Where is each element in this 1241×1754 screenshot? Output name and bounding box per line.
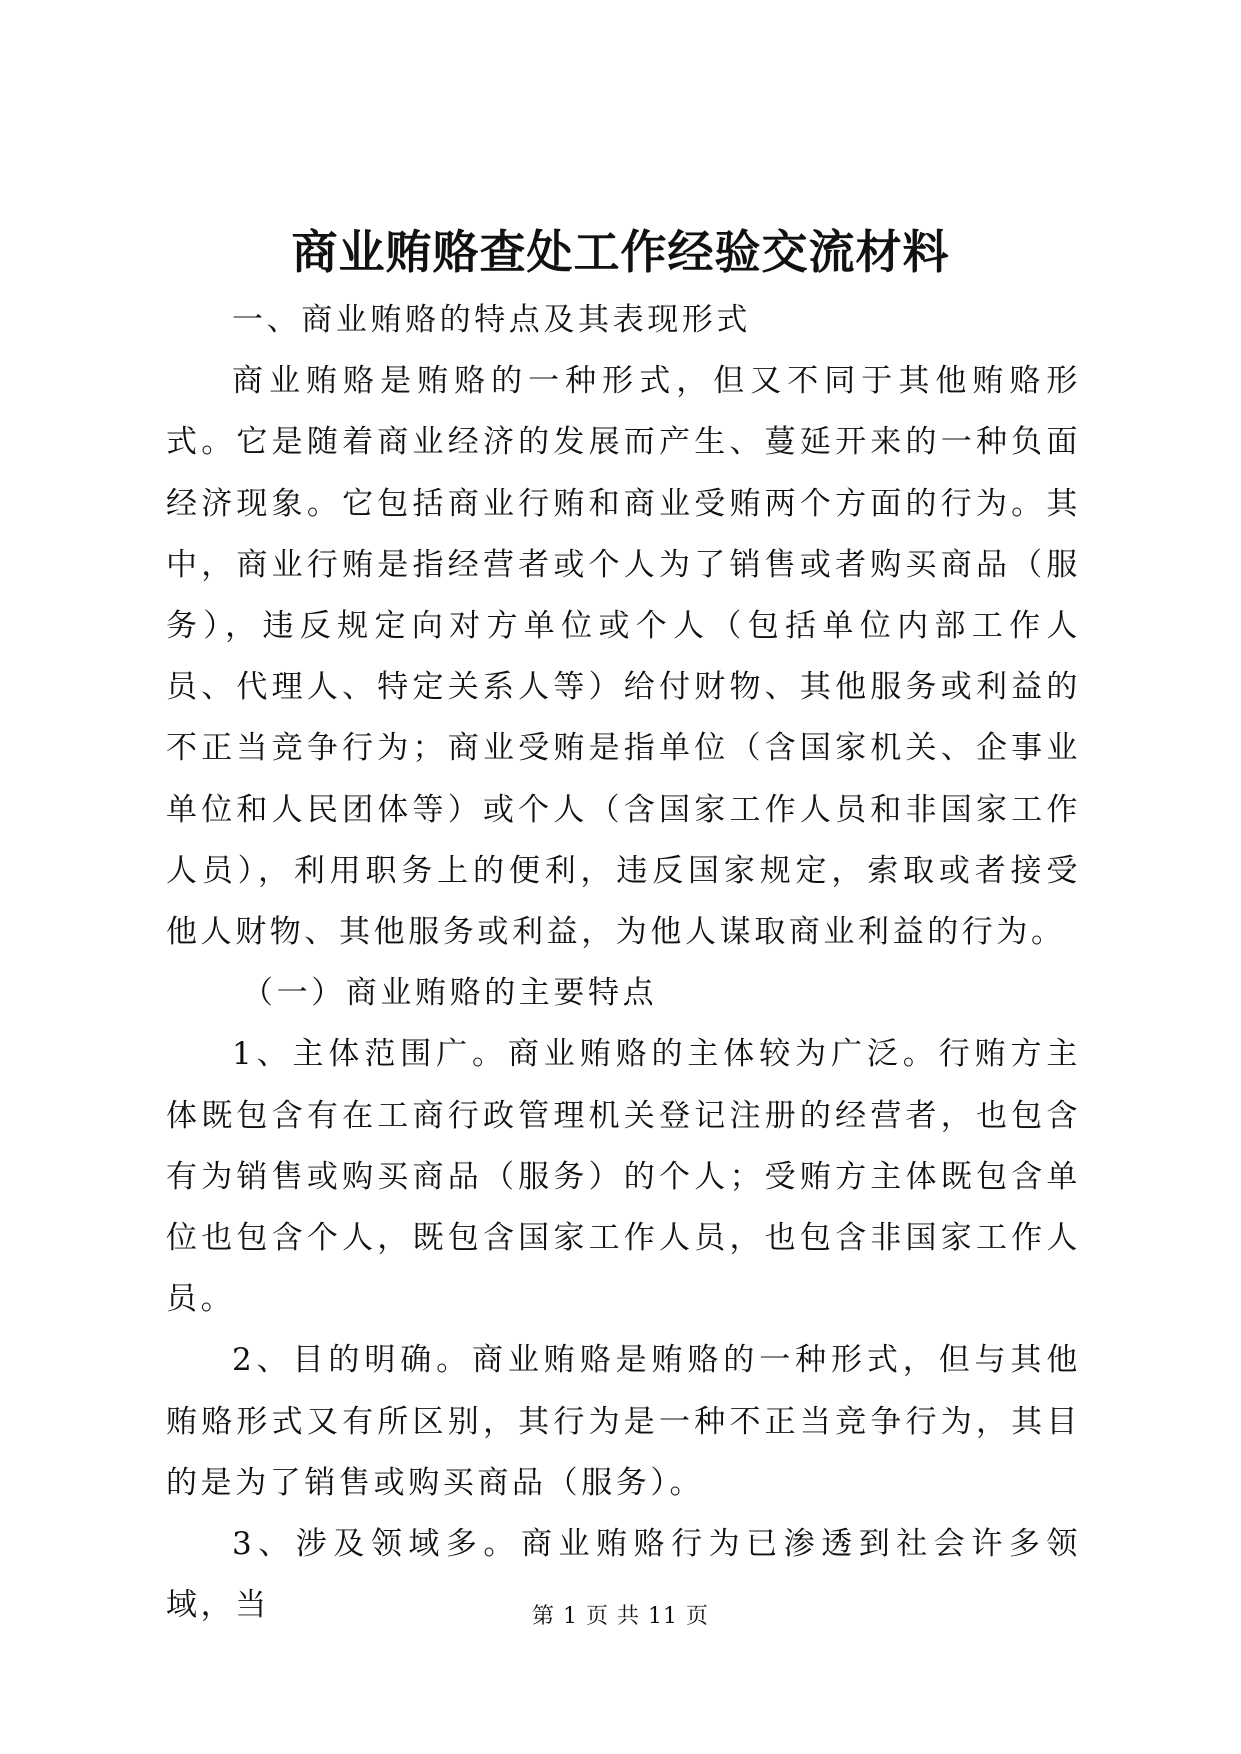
point-2-paragraph: 2、目的明确。商业贿赂是贿赂的一种形式，但与其他贿赂形式又有所区别，其行为是一种不正当竞争行为，其目的是为了销售或购买商品（服务）。: [166, 1342, 1081, 1501]
intro-paragraph: 商业贿赂是贿赂的一种形式，但又不同于其他贿赂形式。它是随着商业经济的发展而产生、蔓延开来的一种负面经济现象。它包括商业行贿和商业受贿两个方面的行为。其中，商业行贿是指经营者或个人为了销售或者购买商品（服务），违反规定向对方单位或个人（包括单位内部工作人员、代理人、特定关系人等）给付财物、其他服务或利益的不正当竞争行为；商业受贿是指单位（含国家机关、企事业单位和人民团体等）或个人（含国家工作人员和非国家工作人员），利用职务上的便利，违反国家规定，索取或者接受他人财物、其他服务或利益，为他人谋取商业利益的行为。: [166, 363, 1081, 951]
subheading: （一）商业贿赂的主要特点: [242, 975, 658, 1012]
document-body: [166, 290, 1081, 1636]
document-title: 商业贿赂查处工作经验交流材料: [291, 225, 950, 279]
page-footer: 第 1 页 共 11 页: [532, 1604, 709, 1629]
point-3-paragraph: 3、涉及领域多。商业贿赂行为已渗透到社会许多领域，当: [166, 1526, 1081, 1624]
section-heading: 一、商业贿赂的特点及其表现形式: [232, 302, 751, 338]
point-1-paragraph: 1、主体范围广。商业贿赂的主体较为广泛。行贿方主体既包含有在工商行政管理机关登记注册的经营者，也包含有为销售或购买商品（服务）的个人；受贿方主体既包含单位也包含个人，既包含国家工作人员，也包含非国家工作人员。: [166, 1036, 1081, 1318]
